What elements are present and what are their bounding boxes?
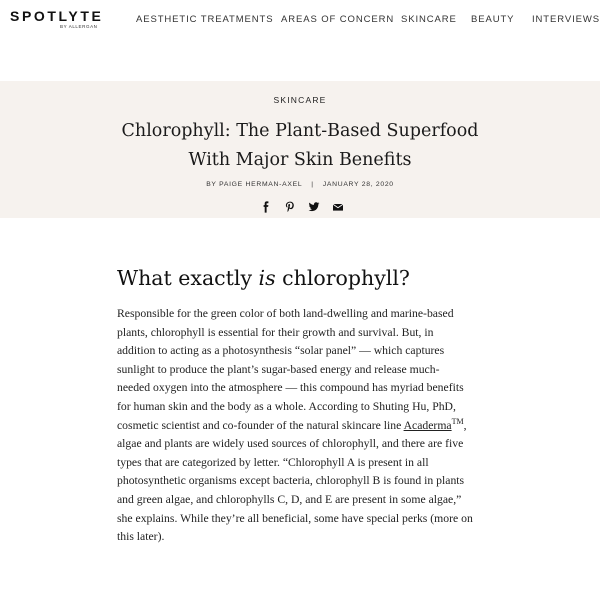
article-category-label[interactable]: SKINCARE <box>273 95 327 105</box>
paragraph-line: addition to acting as a photosynthesis “solar panel” — which captures <box>117 344 445 358</box>
email-icon[interactable] <box>332 201 344 213</box>
paragraph-line: and green algae, and chlorophylls C, D, and E are present in some algae,” <box>117 492 462 506</box>
paragraph-line: she explains. While they’re all beneficial, some have special perks (more on <box>117 511 473 525</box>
pinterest-icon[interactable] <box>284 201 296 213</box>
article-date: JANUARY 28, 2020 <box>322 181 394 188</box>
article-paragraph <box>117 305 497 547</box>
nav-item-beauty[interactable]: BEAUTY <box>471 14 515 25</box>
paragraph-text: cosmetic scientist and co-founder of the natural skincare line <box>117 418 404 432</box>
paragraph-line: photosynthetic organisms except bacteria, chlorophyll B is found in plants <box>117 474 465 488</box>
paragraph-line: for human skin and the body as a whole. According to Shuting Hu, PhD, <box>117 399 456 413</box>
section-heading-before: What exactly <box>117 266 259 290</box>
nav-item-areas-of-concern[interactable]: AREAS OF CONCERN <box>281 14 395 25</box>
paragraph-line: needed oxygen into the atmosphere — this compound has myriad benefits <box>117 381 464 395</box>
paragraph-line: plants, chlorophyll is essential for their growth and survival. But, in <box>117 325 434 339</box>
twitter-icon[interactable] <box>308 201 320 213</box>
article-author: BY PAIGE HERMAN-AXEL <box>206 181 303 188</box>
facebook-icon[interactable] <box>260 201 272 213</box>
acaderma-link[interactable]: Acaderma <box>403 418 452 432</box>
main-nav <box>0 14 600 28</box>
section-heading-emphasis: is <box>258 266 276 290</box>
article-title <box>0 117 600 175</box>
article-byline <box>0 180 600 190</box>
article-category[interactable] <box>0 95 600 106</box>
logo-wordmark: SPOTLYTE <box>10 8 104 24</box>
site-header <box>0 0 600 40</box>
article-title-line-2: With Major Skin Benefits <box>188 150 412 170</box>
logo-tagline: BY ALLERGAN <box>60 24 98 29</box>
paragraph-text: , <box>463 418 467 432</box>
paragraph-line <box>117 417 497 436</box>
byline-separator: | <box>311 181 314 188</box>
article-title-line-1: Chlorophyll: The Plant-Based Superfood <box>121 121 479 141</box>
paragraph-line: this later). <box>117 530 165 544</box>
paragraph-line: sunlight to produce the plant’s sugar-based energy and release much- <box>117 362 440 376</box>
nav-item-skincare[interactable]: SKINCARE <box>401 14 457 25</box>
nav-item-interviews[interactable]: INTERVIEWS <box>532 14 600 25</box>
section-heading <box>117 263 410 293</box>
paragraph-line: algae and plants are widely used sources of chlorophyll, and there are five <box>117 437 464 451</box>
paragraph-line: Responsible for the green color of both land-dwelling and marine-based <box>117 307 454 320</box>
trademark-mark: TM <box>451 416 464 426</box>
paragraph-line: types that are categorized by letter. “Chlorophyll A is present in all <box>117 455 429 469</box>
nav-item-aesthetic-treatments[interactable]: AESTHETIC TREATMENTS <box>136 14 274 25</box>
section-heading-after: chlorophyll? <box>275 266 410 290</box>
